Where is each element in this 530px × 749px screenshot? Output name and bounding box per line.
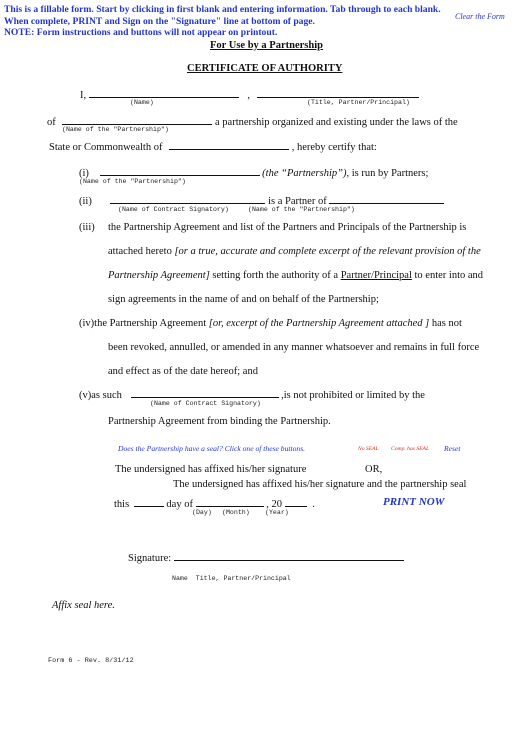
form-revision-footer: Form 6 - Rev. 8/31/12 <box>48 657 134 665</box>
item-i-caption: (Name of the "Partnership") <box>79 178 186 185</box>
item-i-label: (i) <box>79 168 89 179</box>
year-field[interactable] <box>285 497 307 507</box>
date-period: . <box>312 499 315 510</box>
clear-form-button[interactable]: Clear the Form <box>455 12 505 21</box>
instruction-line-3: NOTE: Form instructions and buttons will not appear on printout. <box>4 27 278 38</box>
item-iv-line-2: been revoked, annulled, or amended in any manner whatsoever and remains in full force <box>108 342 480 353</box>
or-text: OR, <box>365 464 383 475</box>
item-ii-signatory-field[interactable] <box>110 194 265 204</box>
item-iv-label: (iv)the Partnership Agreement <box>79 318 207 329</box>
item-iii-line-3-plain: setting forth the authority of a <box>212 270 339 281</box>
name-caption: (Name) <box>130 99 154 106</box>
signature-line <box>128 551 404 564</box>
year-caption: (Year) <box>265 509 289 516</box>
comp-has-seal-button[interactable]: Comp. has SEAL <box>391 446 430 452</box>
date-this: this <box>114 499 130 510</box>
item-iii-line-1: the Partnership Agreement and list of the Partners and Principals of the Partnership is <box>108 222 467 233</box>
title-caption: (Title, Partner/Principal) <box>307 99 410 106</box>
item-iii-line-3-end: to enter into and <box>414 270 484 281</box>
item-iv-line-1 <box>79 318 462 329</box>
form-instructions <box>4 4 441 39</box>
signature-only-text: The undersigned has affixed his/her signature <box>115 464 307 475</box>
i-comma: , <box>247 90 250 101</box>
item-ii-caption-left: (Name of Contract Signatory) <box>118 206 229 213</box>
item-i-suffix: is run by Partners; <box>351 168 429 179</box>
date-day-of: day of <box>166 499 193 510</box>
partnership-name-caption: (Name of the "Partnership") <box>62 126 169 133</box>
day-caption: (Day) <box>192 509 212 516</box>
line-state <box>49 140 377 153</box>
item-iii-label: (iii) <box>79 222 95 233</box>
item-v-label: (v)as such <box>79 390 122 401</box>
signature-captions: Name Title, Partner/Principal <box>172 575 291 582</box>
i-prefix: I, <box>80 90 87 101</box>
item-iii-line-3-underlined: Partner/Principal <box>340 270 412 281</box>
item-iii-line-2-italic: [or a true, accurate and complete excerpt of the relevant provision of the <box>174 246 481 257</box>
signature-and-seal-text: The undersigned has affixed his/her signature and the partnership seal <box>173 479 467 490</box>
state-field[interactable] <box>169 140 289 150</box>
day-field[interactable] <box>134 497 164 507</box>
item-iii-line-2 <box>108 246 481 257</box>
title-field[interactable] <box>257 88 419 98</box>
name-field[interactable] <box>89 88 239 98</box>
item-iii-line-2-plain: attached hereto <box>108 246 172 257</box>
item-i-partnership-field[interactable] <box>100 166 260 176</box>
item-iii-line-3-italic: Partnership Agreement] <box>108 270 210 281</box>
signature-field[interactable] <box>174 551 404 561</box>
print-now-button[interactable]: PRINT NOW <box>383 496 445 508</box>
item-ii-middle: is a Partner of <box>268 196 327 207</box>
month-caption: (Month) <box>222 509 250 516</box>
item-ii-partnership-field[interactable] <box>329 194 444 204</box>
instruction-line-2: When complete, PRINT and Sign on the "Signature" line at bottom of page. <box>4 15 315 27</box>
date-twenty: , 20 <box>266 499 282 510</box>
for-use-heading: For Use by a Partnership <box>210 40 323 51</box>
reset-button[interactable]: Reset <box>444 444 461 453</box>
no-seal-button[interactable]: No SEAL <box>358 446 379 452</box>
item-i-italic: (the “Partnership”), <box>262 168 350 179</box>
state-suffix: , hereby certify that: <box>291 142 377 153</box>
signature-label: Signature: <box>128 553 172 564</box>
item-iii-line-3 <box>108 270 483 281</box>
item-iii-line-4: sign agreements in the name of and on behalf of the Partnership; <box>108 294 379 305</box>
state-prefix: State or Commonwealth of <box>49 142 163 153</box>
certificate-title: CERTIFICATE OF AUTHORITY <box>187 63 343 74</box>
of-suffix: a partnership organized and existing under the laws of the <box>215 117 458 128</box>
of-prefix: of <box>47 117 56 128</box>
item-v-caption: (Name of Contract Signatory) <box>150 400 261 407</box>
item-iv-end: has not <box>431 318 462 329</box>
item-v-line-2: Partnership Agreement from binding the Partnership. <box>108 416 331 427</box>
month-field[interactable] <box>196 497 264 507</box>
partnership-name-field[interactable] <box>62 115 212 125</box>
seal-question: Does the Partnership have a seal? Click one of these buttons. <box>118 444 306 453</box>
item-iv-line-3: and effect as of the date hereof; and <box>108 366 258 377</box>
item-v-signatory-field[interactable] <box>131 388 279 398</box>
item-iv-italic: [or, excerpt of the Partnership Agreement attached ] <box>208 318 430 329</box>
item-ii-label: (ii) <box>79 196 92 207</box>
affix-seal-text: Affix seal here. <box>52 600 115 611</box>
instruction-line-1: This is a fillable form. Start by clicking in first blank and entering information. Tab through to each blank. <box>4 4 441 15</box>
item-v-suffix: ,is not prohibited or limited by the <box>281 390 425 401</box>
item-ii-caption-right: (Name of the "Partnership") <box>248 206 355 213</box>
